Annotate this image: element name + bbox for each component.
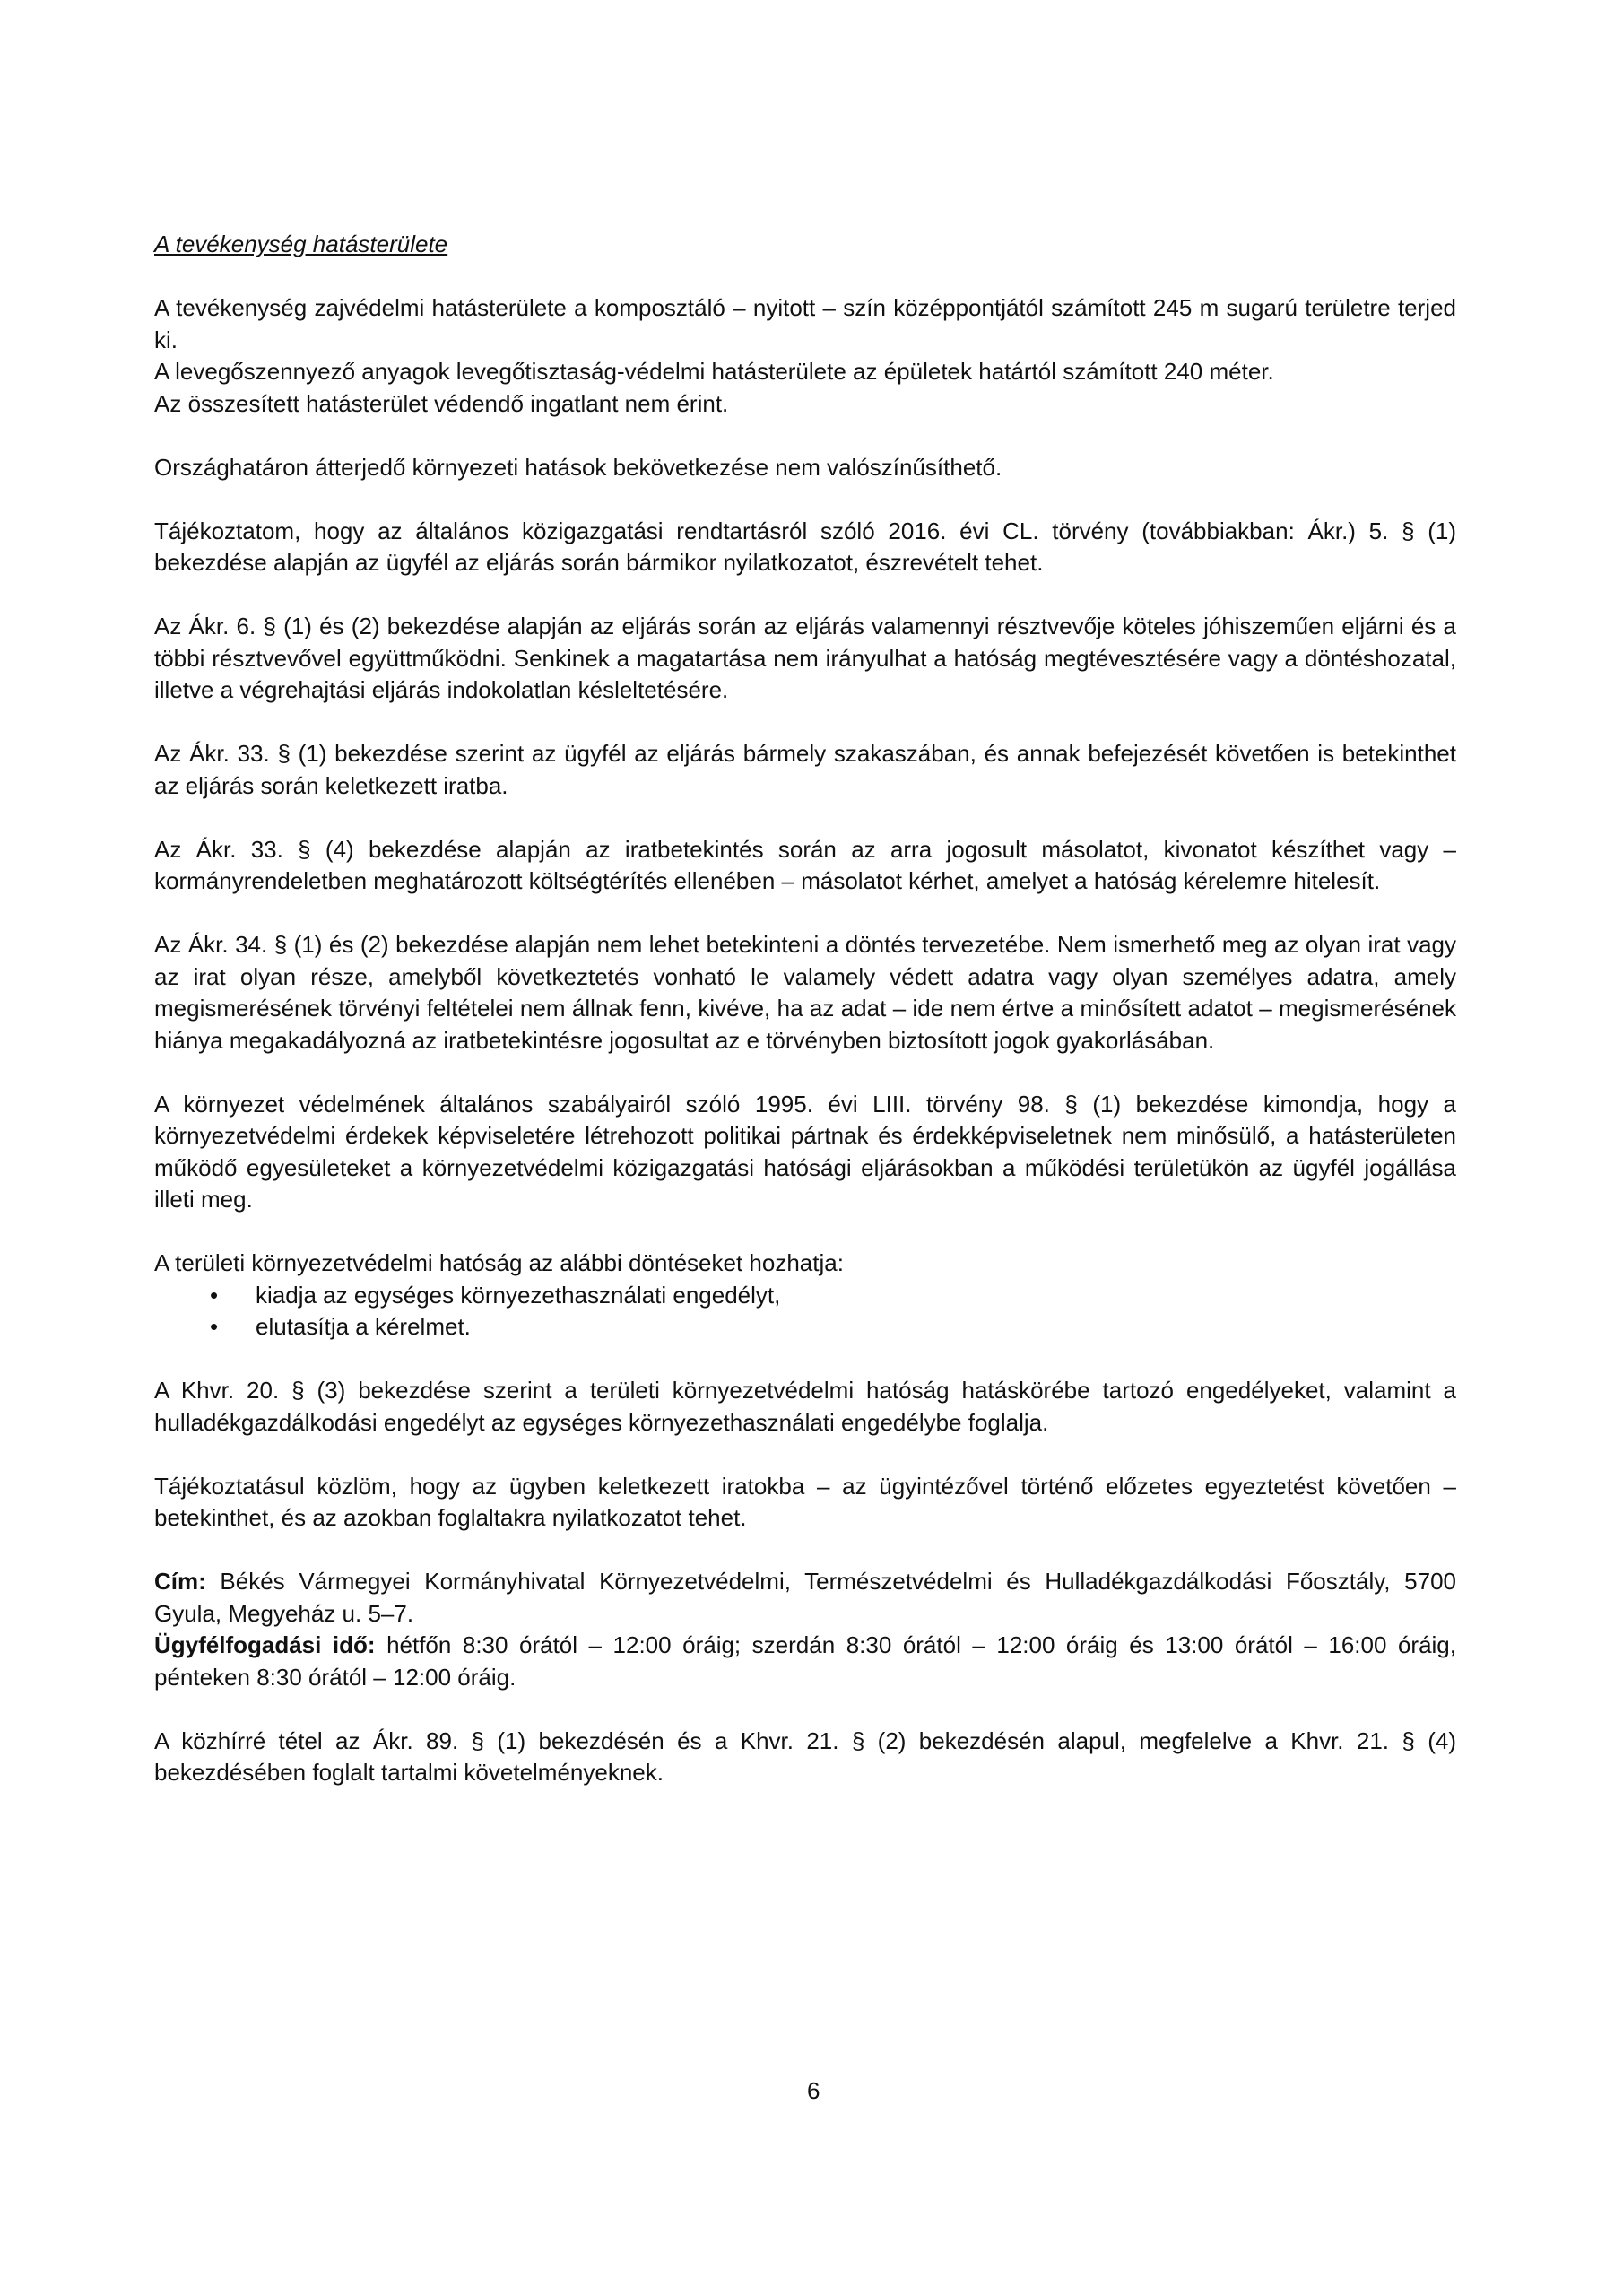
contact-hours (154, 1630, 1456, 1693)
noise-impact-area-text: A tevékenység zajvédelmi hatásterülete a komposztáló – nyitott – szín középpontjától számított 245 m sugarú területre terjed ki. (154, 294, 1456, 353)
bullet-icon: • (210, 1313, 219, 1340)
address-label: Cím: (154, 1568, 206, 1595)
akr-6-paragraph: Az Ákr. 6. § (1) és (2) bekezdése alapján az eljárás során az eljárás valamennyi résztvevője köteles jóhiszeműen eljárni és a többi résztvevővel együttműködni. Senkinek a magatartása nem irányulhat a hatóság megtévesztésére vagy a döntéshozatal, illetve a végrehajtási eljárás indokolatlan késleltetésére. (154, 613, 1456, 703)
inspection-info-paragraph: Tájékoztatásul közlöm, hogy az ügyben keletkezett iratokba – az ügyintézővel történő előzetes egyeztetést követően – betekinthet, és az azokban foglaltakra nyilatkozatot tehet. (154, 1472, 1456, 1531)
khvr-20-paragraph: A Khvr. 20. § (3) bekezdése szerint a területi környezetvédelmi hatóság hatáskörébe tartozó engedélyeket, valamint a hulladékgazdálkodási engedélyt az egységes környezethasználati engedélybe foglalja. (154, 1377, 1456, 1436)
kvt-98-paragraph: A környezet védelmének általános szabályairól szóló 1995. évi LIII. törvény 98. § (1) bekezdése kimondja, hogy a környezetvédelmi érdekek képviseletére létrehozott politikai pártnak és érdekképviseletnek nem minősülő, a hatásterületen működő egyesületeket a környezetvédelmi közigazgatási hatósági eljárásokban a működési területükön az ügyfél jogállása illeti meg. (154, 1090, 1456, 1213)
akr-34-paragraph: Az Ákr. 34. § (1) és (2) bekezdése alapján nem lehet betekinteni a döntés tervezetébe. Nem ismerhető meg az olyan irat vagy az irat olyan része, amelyből következtetés vonható le valamely védett adatra vagy olyan személyes adatra, amely megismerésének törvényi feltételei nem állnak fenn, kivéve, ha az adat – ide nem értve a minősített adatot – megismerésének hiánya megakadályozná az iratbetekintésre jogosultat az e törvényben biztosított jogok gyakorlásában. (154, 931, 1456, 1054)
combined-impact-area-text: Az összesített hatásterület védendő ingatlant nem érint. (154, 389, 729, 417)
decision-list-item (154, 1311, 1456, 1344)
decisions-intro: A területi környezetvédelmi hatóság az alábbi döntéseket hozhatja: (154, 1249, 844, 1276)
hours-value: hétfőn 8:30 órától – 12:00 óráig; szerdán 8:30 órától – 12:00 óráig és 13:00 órától – 16:00 óráig, pénteken 8:30 órától – 12:00 óráig. (154, 1631, 1456, 1691)
air-impact-area-text: A levegőszennyező anyagok levegőtisztaság-védelmi hatásterülete az épületek határtól számított 240 méter. (154, 358, 1274, 385)
akr-5-paragraph: Tájékoztatom, hogy az általános közigazgatási rendtartásról szóló 2016. évi CL. törvény (továbbiakban: Ákr.) 5. § (1) bekezdése alapján az ügyfél az eljárás során bármikor nyilatkozatot, észrevételt tehet. (154, 517, 1456, 576)
hours-label: Ügyfélfogadási idő: (154, 1631, 376, 1658)
decision-text: kiadja az egységes környezethasználati engedélyt, (256, 1281, 781, 1309)
transboundary-paragraph: Országhatáron átterjedő környezeti hatások bekövetkezése nem valószínűsíthető. (154, 453, 1002, 481)
page-number: 6 (807, 2077, 820, 2104)
address-value: Békés Vármegyei Kormányhivatal Környezetvédelmi, Természetvédelmi és Hulladékgazdálkodási Főosztály, 5700 Gyula, Megyeház u. 5–7. (154, 1568, 1456, 1627)
section-heading: A tevékenység hatásterülete (154, 230, 448, 257)
decision-list-item (154, 1280, 1456, 1312)
decisions-list (154, 1280, 1456, 1344)
document-page (154, 229, 1456, 1821)
contact-address (154, 1566, 1456, 1630)
decision-text: elutasítja a kérelmet. (256, 1313, 471, 1340)
akr-33-1-paragraph: Az Ákr. 33. § (1) bekezdése szerint az ügyfél az eljárás bármely szakaszában, és annak befejezését követően is betekinthet az eljárás során keletkezett iratba. (154, 740, 1456, 799)
publication-paragraph: A közhírré tétel az Ákr. 89. § (1) bekezdésén és a Khvr. 21. § (2) bekezdésén alapul, megfelelve a Khvr. 21. § (4) bekezdésében foglalt tartalmi követelményeknek. (154, 1726, 1456, 1786)
akr-33-4-paragraph: Az Ákr. 33. § (4) bekezdése alapján az iratbetekintés során az arra jogosult másolatot, kivonatot készíthet vagy – kormányrendeletben meghatározott költségtérítés ellenében – másolatot kérhet, amelyet a hatóság kérelemre hitelesít. (154, 835, 1456, 894)
bullet-icon: • (210, 1281, 219, 1309)
